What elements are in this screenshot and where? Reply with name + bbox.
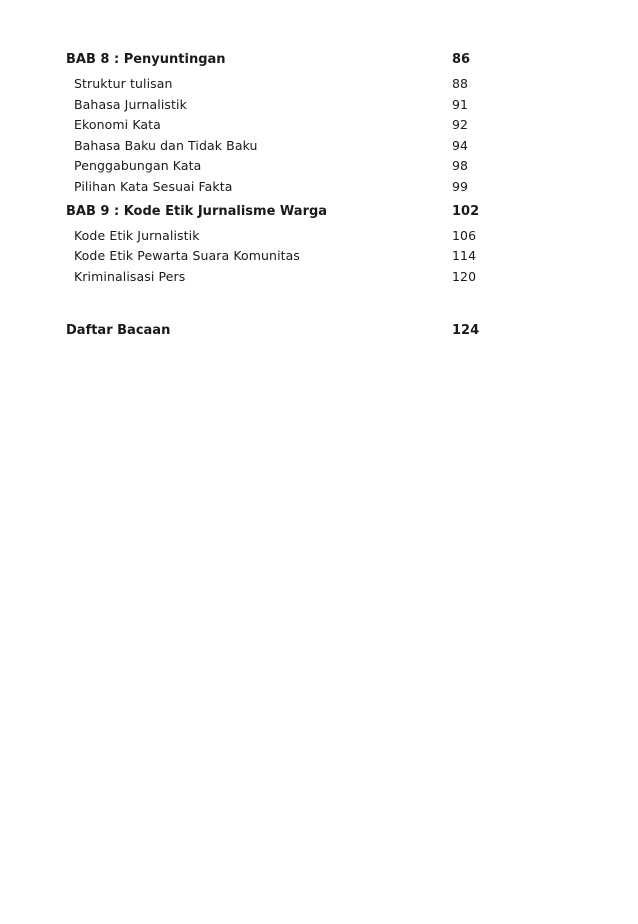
toc-section-bab-8 [66,48,486,198]
entry-page-number: 114 [452,248,477,264]
entry-page-number: 91 [452,96,469,112]
entry-title: Ekonomi Kata [74,117,161,133]
entry-page-number: 94 [452,137,469,153]
entry-title: Kode Etik Jurnalistik [74,227,200,243]
entry-title: Bahasa Baku dan Tidak Baku [74,137,258,153]
table-of-contents [66,48,486,343]
entry-title: Kode Etik Pewarta Suara Komunitas [74,248,301,264]
entry-page-number: 120 [452,268,477,284]
chapter-heading[interactable] [66,200,480,224]
toc-entry[interactable] [66,226,476,247]
chapter-page-number: 86 [452,52,471,67]
bibliography-page-number: 124 [452,323,480,339]
toc-entry[interactable] [66,115,476,136]
entry-page-number: 92 [452,117,469,133]
chapter-page-number: 102 [452,203,480,219]
entry-title: Penggabungan Kata [74,158,202,174]
entry-page-number: 88 [452,76,469,91]
bibliography-heading[interactable] [66,319,480,343]
entry-page-number: 106 [452,227,477,243]
entry-title: Kriminalisasi Pers [74,268,186,284]
chapter-heading[interactable] [66,48,476,72]
bibliography-title: Daftar Bacaan [66,323,171,339]
toc-section-bab-9 [66,200,486,288]
toc-entry[interactable] [66,136,476,157]
entry-title: Struktur tulisan [74,76,173,91]
toc-entry[interactable] [66,156,476,177]
toc-entry[interactable] [66,95,476,116]
entry-title: Pilihan Kata Sesuai Fakta [74,178,233,194]
entry-page-number: 99 [452,178,469,194]
chapter-title: BAB 9 : Kode Etik Jurnalisme Warga [66,203,328,219]
toc-entry[interactable] [66,267,476,288]
toc-entry[interactable] [66,74,476,95]
toc-entry[interactable] [66,177,476,198]
toc-entry[interactable] [66,246,476,267]
entry-title: Bahasa Jurnalistik [74,96,187,112]
chapter-title: BAB 8 : Penyuntingan [66,52,226,67]
entry-page-number: 98 [452,158,469,174]
